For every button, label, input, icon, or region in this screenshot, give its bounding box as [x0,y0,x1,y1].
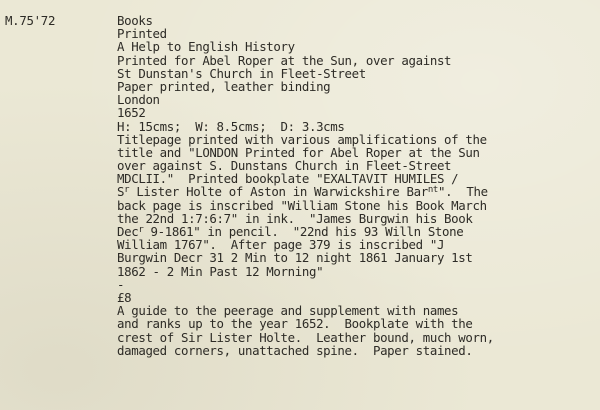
materials: Paper printed, leather binding [117,78,331,94]
subcategory: Printed [117,26,167,42]
description-line: A guide to the peerage and supplement with names [117,303,459,319]
title: A Help to English History [117,39,295,55]
inscription-line: Titlepage printed with various amplifications of the [117,131,487,147]
date: 1652 [117,105,146,121]
superscript: r [124,185,130,196]
imprint-line-2: St Dunstan's Church in Fleet-Street [117,65,366,81]
inscription-line: Burgwin Decr 31 2 Min to 12 night 1861 January 1st [117,250,473,266]
inscription-line: William 1767". After page 379 is inscribed "J [117,237,445,253]
place: London [117,92,160,108]
inscription-line [117,185,599,198]
imprint-line-1: Printed for Abel Roper at the Sun, over against [117,52,452,68]
inscription-text: S [117,184,125,200]
dimensions: H: 15cms; W: 8.5cms; D: 3.3cms [117,118,345,134]
inscription-line: back page is inscribed "William Stone his Book March [117,197,487,213]
catalogue-entry [117,14,599,357]
inscription-line: MDCLII." Printed bookplate "EXALTAVIT HUMILES / [117,171,459,187]
inscription-line: the 22nd 1:7:6:7" in ink. "James Burgwin his Book [117,210,473,226]
inscription-line: over against S. Dunstans Church in Fleet-Street [117,158,452,174]
inscription-text: Dec [117,224,139,239]
price: £8 [117,289,132,305]
inscription-text: 9-1861" in pencil. "22nd his 93 Willn Stone [143,224,464,239]
inscription-line: 1862 - 2 Min Past 12 Morning" [117,263,324,279]
inscription-line: title and "LONDON Printed for Abel Roper at the Sun [117,144,480,160]
description-line: and ranks up to the year 1652. Bookplate with the [117,316,473,332]
accession-number: M.75'72 [5,13,56,28]
separator: - [117,276,125,292]
description-line: damaged corners, unattached spine. Paper stained. [117,342,473,358]
superscript: nt [427,185,438,196]
superscript: r [138,225,144,235]
description-line: crest of Sir Lister Holte. Leather bound, much worn, [117,329,494,345]
inscription-text: Lister Holte of Aston in Warwickshire Bar [129,184,428,200]
inscription-text: ". The [437,184,488,200]
category: Books [117,13,153,28]
